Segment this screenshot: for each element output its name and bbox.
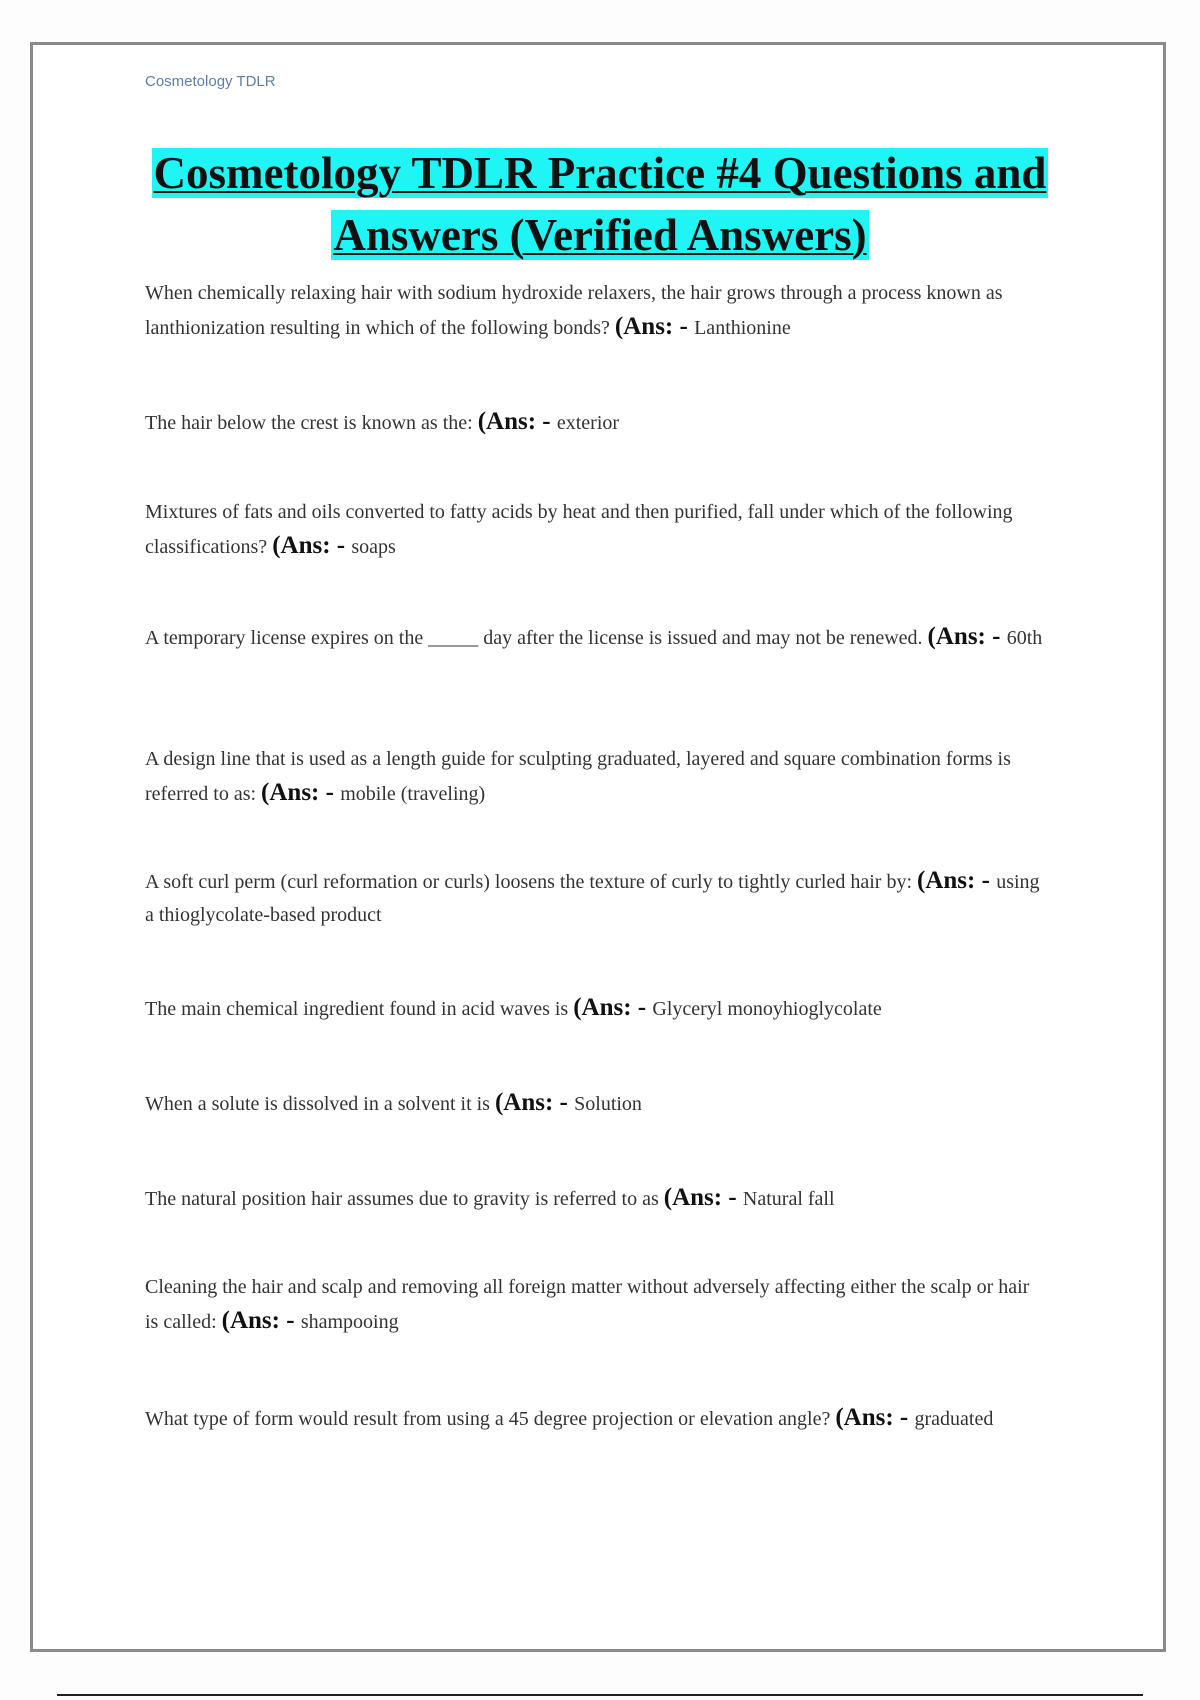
qa-item-3 (145, 496, 1045, 564)
running-header: Cosmetology TDLR (145, 73, 276, 90)
answer-label: (Ans: - (221, 1307, 295, 1334)
qa-item-4 (145, 620, 1045, 655)
document-title-text: Cosmetology TDLR Practice #4 Questions and Answers (Verified Answers) (153, 148, 1047, 260)
qa-item-1 (145, 277, 1045, 345)
question-text: What type of form would result from using a 45 degree projection or elevation angle? (145, 1408, 831, 1430)
qa-item-11 (145, 1394, 1045, 1443)
qa-item-5 (145, 743, 1045, 811)
answer-label: (Ans: - (663, 1184, 737, 1211)
answer-text: using a thioglycolate-based product (145, 871, 1040, 926)
question-text: A soft curl perm (curl reformation or curls) loosens the texture of curly to tightly curled hair by: (145, 871, 913, 893)
answer-label: (Ans: - (261, 779, 334, 806)
answer-label: (Ans: - (494, 1089, 568, 1116)
qa-item-6 (145, 864, 1045, 932)
answer-text: Glyceryl monoyhioglycolate (652, 998, 882, 1020)
answer-text: Lanthionine (694, 317, 791, 339)
qa-item-8 (145, 1086, 1045, 1121)
qa-item-7 (145, 991, 1045, 1026)
question-text: A design line that is used as a length guide for sculpting graduated, layered and square combination forms is referred to as: (145, 748, 1011, 805)
bottom-rule (57, 1694, 1143, 1696)
answer-label: (Ans: - (917, 867, 990, 894)
answer-text: mobile (traveling) (340, 783, 486, 805)
answer-text: shampooing (300, 1311, 399, 1333)
question-text: The natural position hair assumes due to gravity is referred to as (145, 1188, 659, 1210)
answer-text: graduated (914, 1408, 994, 1430)
question-text: When chemically relaxing hair with sodium hydroxide relaxers, the hair grows through a process known as lanthionization resulting in which of the following bonds? (145, 282, 1003, 339)
answer-text: 60th (1006, 627, 1043, 649)
answer-label: (Ans: - (573, 994, 647, 1021)
answer-text: soaps (351, 536, 396, 558)
qa-item-9 (145, 1181, 1045, 1216)
question-text: Cleaning the hair and scalp and removing all foreign matter without adversely affecting either the scalp or hair is called: (145, 1276, 1030, 1333)
qa-item-2 (145, 405, 1045, 440)
answer-label: (Ans: - (614, 313, 688, 340)
document-title (145, 142, 1055, 266)
answer-text: Natural fall (742, 1188, 835, 1210)
answer-text: Solution (574, 1093, 642, 1115)
answer-label: (Ans: - (927, 623, 1001, 650)
qa-item-10 (145, 1271, 1045, 1339)
answer-label: (Ans: - (272, 532, 346, 559)
question-text: Mixtures of fats and oils converted to fatty acids by heat and then purified, fall under which of the following classifications? (145, 501, 1013, 558)
answer-label: (Ans: - (477, 408, 551, 435)
question-text: The hair below the crest is known as the: (145, 412, 473, 434)
question-text: A temporary license expires on the _____ day after the license is issued and may not be renewed. (145, 627, 923, 649)
question-text: The main chemical ingredient found in acid waves is (145, 998, 569, 1020)
question-text: When a solute is dissolved in a solvent it is (145, 1093, 490, 1115)
answer-label: (Ans: - (835, 1404, 909, 1431)
answer-text: exterior (556, 412, 620, 434)
